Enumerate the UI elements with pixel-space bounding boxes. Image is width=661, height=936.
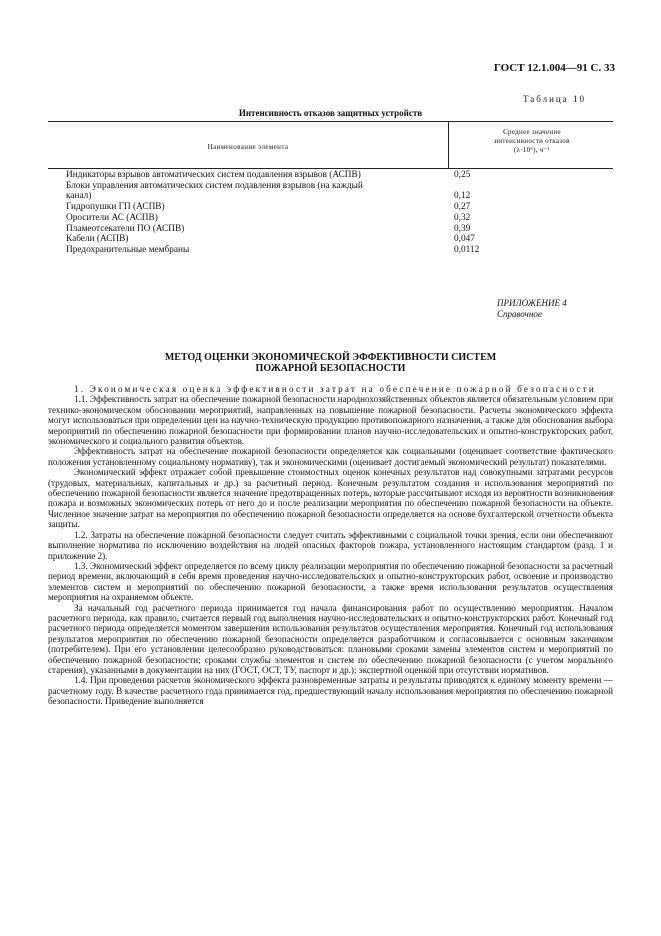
row-value: 0,27 <box>454 202 471 213</box>
section-title <box>0 352 661 374</box>
table-title: Интенсивность отказов защитных устройств <box>238 108 423 118</box>
appendix-label <box>497 298 567 320</box>
row-name: Гидропушки ГП (АСПВ) <box>66 202 165 213</box>
table-body <box>66 170 606 256</box>
table-row <box>66 224 606 235</box>
appendix-title: ПРИЛОЖЕНИЕ 4 <box>497 298 567 308</box>
table-row <box>66 234 606 245</box>
row-value: 0,047 <box>454 234 475 245</box>
paragraph: Эффективность затрат на обеспечение пожарной безопасности определяется как социальными (оценивает соответствие фактического положения установленному социальному нормативу), так и экономическими (оценивает достигаемый экономический результат) показателями. <box>48 446 613 467</box>
row-value: 0,39 <box>454 223 471 234</box>
row-value: 0,25 <box>454 170 471 180</box>
paragraph: 1.3. Экономический эффект определяется по всему циклу реализации мероприятия по обеспечению пожарной безопасности за расчетный период времени, включающий в себя время проведения научно-исследовательских и опытно-конструкторских работ, освоение и производство элементов систем и мероприятий по обеспечению пожарной безопасности, а также время использования результатов осуществления мероприятия на охраняемом объекте. <box>48 560 613 603</box>
row-name: Предохранительные мембраны <box>66 244 190 255</box>
paragraph: За начальный год расчетного периода принимается год начала финансирования работ по осуществлению мероприятия. Началом расчетного периода, как правило, считается первый год выполнения научно-исследовательских и опытно-конструкторских работ. Конечный год расчетного периода определяется моментом завершения использования результатов осуществления мероприятия. Конечный год использования результатов мероприятия по обеспечению пожарной безопасности определяется разработчиком и согласовывается с основным заказчиком (потребителем). При его установлении целесообразно руководствоваться: плановыми сроками замены элементов систем и мероприятий по обеспечению пожарной безопасности; сроками службы элементов и систем по обеспечению пожарной безопасности (с учетом морального старения), указанными в документации на них (ГОСТ, ОСТ, ТУ, паспорт и др.); экспертной оценкой при отсутствии нормативов. <box>48 602 613 675</box>
table-column-divider <box>448 121 449 168</box>
paragraph: Экономический эффект отражает собой превышение стоимостных оценок конечных результатов над совокупными затратами ресурсов (трудовых, материальных, капитальных и др.) за расчетный период. Конечным результатом создания и использования мероприятий по обеспечению пожарной безопасности является значение предотвращенных потерь, которые рассчитывают исходя из вероятности возникновения пожара и возможных экономических потерь от него до и после реализации мероприятия по обеспечению пожарной безопасности на объекте. Численное значение затрат на мероприятия по обеспечению пожарной безопасности определяется на основе бухгалтерской отчетности объекта защиты. <box>48 467 613 530</box>
row-name: канал) <box>66 191 92 202</box>
table-row <box>66 191 606 202</box>
page-header: ГОСТ 12.1.004—91 С. 33 <box>493 62 615 74</box>
row-name: Индикаторы взрывов автоматических систем подавления взрывов (АСПВ) <box>66 170 361 180</box>
row-name: Блоки управления автоматических систем подавления взрывов (на каждый <box>66 180 363 191</box>
table-row <box>66 170 606 181</box>
row-value: 0,0112 <box>454 244 480 255</box>
column-header-value <box>452 128 612 155</box>
column-header-value-line: (λ·10⁶), ч⁻¹ <box>513 146 551 154</box>
table-row <box>66 245 606 256</box>
paragraph: 1.1. Эффективность затрат на обеспечение пожарной безопасности народнохозяйственных объектов является обязательным условием при технико-экономическом обосновании мероприятий, направленных на повышение пожарной безопасности. Расчеты экономического эффекта могут использоваться при определении цен на научно-техническую продукцию противопожарного назначения, а также для обоснования выбора мероприятий по обеспечению пожарной безопасности при формировании планов научно-исследовательских и опытно-конструкторских работ, экономического и социального развития объектов. <box>48 394 613 447</box>
section-title-line: МЕТОД ОЦЕНКИ ЭКОНОМИЧЕСКОЙ ЭФФЕКТИВНОСТИ СИСТЕМ <box>164 352 497 363</box>
table-top-rule <box>48 121 613 122</box>
paragraph: 1.4. При проведении расчетов экономического эффекта разновременные затраты и результаты приводятся к единому моменту времени — расчетному году. В качестве расчетного года принимается год, предшествующий началу использования мероприятия по обеспечению пожарной безопасности. Приведение выполняется <box>48 675 613 707</box>
appendix-subtitle: Справочное <box>497 309 542 319</box>
row-name: Пламеотсекатели ПО (АСПВ) <box>66 223 185 234</box>
table-row <box>66 213 606 224</box>
table-header-rule <box>48 168 613 169</box>
column-header-value-line: интенсивности отказов <box>494 137 570 145</box>
row-name: Оросители АС (АСПВ) <box>66 212 158 223</box>
column-header-value-line: Среднее значение <box>503 128 561 136</box>
body-text <box>48 384 613 707</box>
table-number: Таблица 10 <box>523 94 586 104</box>
section-heading: 1. Экономическая оценка эффективности затрат на обеспечение пожарной безопасности <box>74 384 596 394</box>
table-row <box>66 202 606 213</box>
row-name: Кабели (АСПВ) <box>66 234 129 245</box>
section-title-line: ПОЖАРНОЙ БЕЗОПАСНОСТИ <box>255 363 406 374</box>
column-header-name: Наименование элемента <box>207 143 289 151</box>
row-value: 0,12 <box>454 191 471 202</box>
paragraph: 1.2. Затраты на обеспечение пожарной безопасности следует считать эффективными с социальной точки зрения, если они обеспечивают выполнение норматива по исключению воздействия на людей опасных факторов пожара, установленного настоящим стандартом (разд. 1 и приложение 2). <box>48 529 613 561</box>
row-value: 0,32 <box>454 212 471 223</box>
table-row <box>66 181 606 192</box>
